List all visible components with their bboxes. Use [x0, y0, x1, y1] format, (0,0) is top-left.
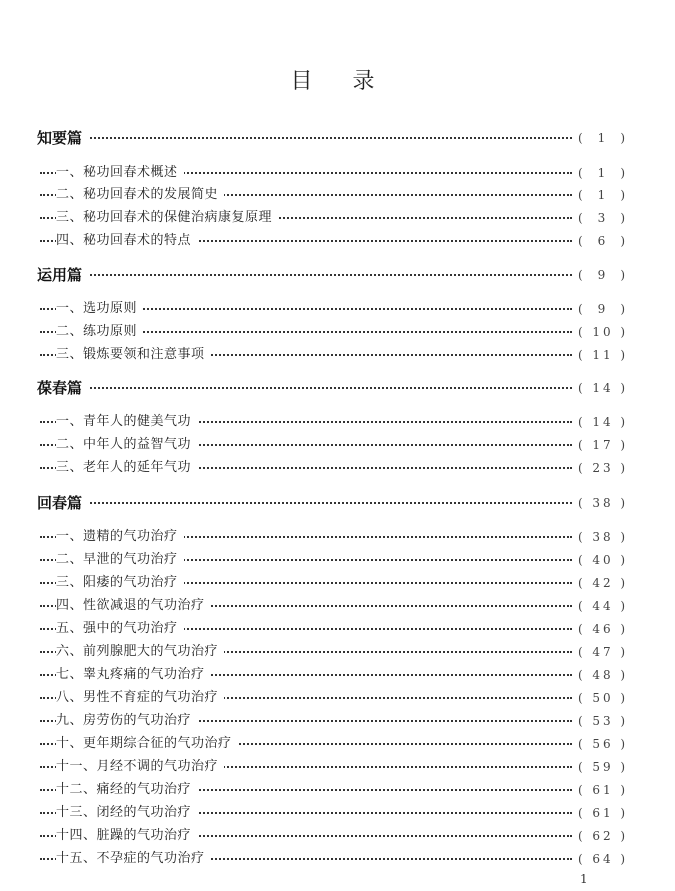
- close-paren: ): [620, 852, 628, 866]
- toc-page-number: [578, 412, 628, 432]
- open-paren: (: [578, 530, 586, 544]
- toc-entry[interactable]: [0, 596, 675, 616]
- dot-leader: [90, 274, 572, 276]
- toc-entry[interactable]: [0, 780, 675, 800]
- toc-entry-title: 五、强中的气功治疗: [56, 619, 184, 639]
- close-paren: ): [620, 806, 628, 820]
- page-number-value: 47: [592, 645, 614, 659]
- toc-page-number: [578, 265, 628, 285]
- close-paren: ): [620, 737, 628, 751]
- toc-page-number: [578, 128, 628, 148]
- page-number-value: 10: [592, 325, 614, 339]
- open-paren: (: [578, 461, 586, 475]
- page-number-value: 44: [592, 599, 614, 613]
- toc-entry[interactable]: [0, 849, 675, 869]
- toc-entry[interactable]: [0, 231, 675, 251]
- page-number-value: 9: [597, 268, 609, 282]
- open-paren: (: [578, 381, 586, 395]
- toc-entry[interactable]: [0, 550, 675, 570]
- close-paren: ): [620, 668, 628, 682]
- close-paren: ): [620, 381, 628, 395]
- open-paren: (: [578, 691, 586, 705]
- toc-page-number: [578, 619, 628, 639]
- toc-entry-title: 八、男性不育症的气功治疗: [56, 688, 224, 708]
- close-paren: ): [620, 530, 628, 544]
- page-number-value: 61: [592, 806, 614, 820]
- open-paren: (: [578, 188, 586, 202]
- toc-page-number: [578, 163, 628, 183]
- close-paren: ): [620, 691, 628, 705]
- toc-entry-title: 三、阳痿的气功治疗: [56, 573, 184, 593]
- toc-page-number: [578, 299, 628, 319]
- page-number-value: 62: [592, 829, 614, 843]
- close-paren: ): [620, 438, 628, 452]
- toc-page-number: [578, 458, 628, 478]
- toc-entry-title: 七、睾丸疼痛的气功治疗: [56, 665, 211, 685]
- toc-page-number: [578, 826, 628, 846]
- close-paren: ): [620, 496, 628, 510]
- toc-page-number: [578, 688, 628, 708]
- toc-entry[interactable]: [0, 435, 675, 455]
- toc-entry[interactable]: [0, 527, 675, 547]
- toc-page-number: [578, 378, 628, 398]
- open-paren: (: [578, 302, 586, 316]
- toc-entry[interactable]: [0, 322, 675, 342]
- toc-entry[interactable]: [0, 826, 675, 846]
- toc-page-number: [578, 849, 628, 869]
- toc-entry-title: 二、中年人的益智气功: [56, 435, 197, 455]
- close-paren: ): [620, 645, 628, 659]
- toc-entry-title: 四、性欲减退的气功治疗: [56, 596, 211, 616]
- close-paren: ): [620, 188, 628, 202]
- open-paren: (: [578, 415, 586, 429]
- close-paren: ): [620, 131, 628, 145]
- open-paren: (: [578, 234, 586, 248]
- toc-entry-title: 二、秘功回春术的发展简史: [56, 185, 224, 205]
- toc-entry-title: 三、老年人的延年气功: [56, 458, 197, 478]
- toc-entry-title: 一、青年人的健美气功: [56, 412, 197, 432]
- toc-entry[interactable]: [0, 185, 675, 205]
- open-paren: (: [578, 268, 586, 282]
- toc-page-number: [578, 435, 628, 455]
- toc-page-number: [578, 711, 628, 731]
- open-paren: (: [578, 166, 586, 180]
- page-number-value: 42: [592, 576, 614, 590]
- close-paren: ): [620, 553, 628, 567]
- close-paren: ): [620, 760, 628, 774]
- toc-page-number: [578, 757, 628, 777]
- toc-page-number: [578, 550, 628, 570]
- open-paren: (: [578, 348, 586, 362]
- open-paren: (: [578, 783, 586, 797]
- open-paren: (: [578, 438, 586, 452]
- toc-entry[interactable]: [0, 208, 675, 228]
- toc-entry[interactable]: [0, 573, 675, 593]
- toc-entry-title: 十五、不孕症的气功治疗: [56, 849, 211, 869]
- toc-entry-title: 十二、痛经的气功治疗: [56, 780, 197, 800]
- close-paren: ): [620, 783, 628, 797]
- close-paren: ): [620, 714, 628, 728]
- toc-page-number: [578, 665, 628, 685]
- toc-entry-title: 三、锻炼要领和注意事项: [56, 345, 211, 365]
- close-paren: ): [620, 576, 628, 590]
- toc-entry[interactable]: [0, 458, 675, 478]
- toc-entry[interactable]: [0, 163, 675, 183]
- close-paren: ): [620, 348, 628, 362]
- toc-entry[interactable]: [0, 711, 675, 731]
- page-number-value: 1: [597, 131, 609, 145]
- open-paren: (: [578, 553, 586, 567]
- page-number-value: 9: [597, 302, 609, 316]
- toc-page-number: [578, 803, 628, 823]
- open-paren: (: [578, 829, 586, 843]
- toc-entry[interactable]: [0, 688, 675, 708]
- toc-page-number: [578, 573, 628, 593]
- page-number-value: 56: [592, 737, 614, 751]
- page-number-value: 50: [592, 691, 614, 705]
- toc-page-number: [578, 596, 628, 616]
- toc-section-heading[interactable]: [0, 378, 675, 398]
- toc-entry-title: 二、早泄的气功治疗: [56, 550, 184, 570]
- dot-leader: [90, 502, 572, 504]
- open-paren: (: [578, 714, 586, 728]
- toc-entry[interactable]: [0, 345, 675, 365]
- toc-entry[interactable]: [0, 642, 675, 662]
- toc-entry-title: 六、前列腺肥大的气功治疗: [56, 642, 224, 662]
- open-paren: (: [578, 760, 586, 774]
- page-number-value: 40: [592, 553, 614, 567]
- open-paren: (: [578, 496, 586, 510]
- toc-page-number: [578, 642, 628, 662]
- open-paren: (: [578, 622, 586, 636]
- toc-entry-title: 四、秘功回春术的特点: [56, 231, 197, 251]
- page-number-value: 6: [597, 234, 609, 248]
- toc-entry-title: 回春篇: [37, 494, 83, 512]
- close-paren: ): [620, 622, 628, 636]
- toc-entry[interactable]: [0, 803, 675, 823]
- close-paren: ): [620, 325, 628, 339]
- close-paren: ): [620, 415, 628, 429]
- page-number-value: 1: [597, 188, 609, 202]
- page-number-value: 11: [592, 348, 614, 362]
- toc-entry[interactable]: [0, 619, 675, 639]
- toc-entry-title: 十、更年期综合征的气功治疗: [56, 734, 238, 754]
- toc-page-number: [578, 208, 628, 228]
- toc-entry-title: 知要篇: [37, 129, 83, 147]
- toc-entry-title: 一、秘功回春术概述: [56, 163, 184, 183]
- close-paren: ): [620, 302, 628, 316]
- toc-entry-title: 葆春篇: [37, 379, 83, 397]
- page-number-value: 59: [592, 760, 614, 774]
- close-paren: ): [620, 268, 628, 282]
- toc-entry-title: 十一、月经不调的气功治疗: [56, 757, 224, 777]
- toc-entry-title: 三、秘功回春术的保健治病康复原理: [56, 208, 278, 228]
- page-number-value: 1: [597, 166, 609, 180]
- toc-section-heading[interactable]: [0, 128, 675, 148]
- page-title: 目录: [290, 69, 415, 94]
- open-paren: (: [578, 131, 586, 145]
- close-paren: ): [620, 211, 628, 225]
- page-number-value: 53: [592, 714, 614, 728]
- toc-page-number: [578, 734, 628, 754]
- open-paren: (: [578, 852, 586, 866]
- page-number-value: 46: [592, 622, 614, 636]
- toc-entry-title: 一、选功原则: [56, 299, 143, 319]
- toc-entry-title: 十三、闭经的气功治疗: [56, 803, 197, 823]
- toc-page-number: [578, 231, 628, 251]
- open-paren: (: [578, 806, 586, 820]
- toc-page-number: [578, 185, 628, 205]
- page-number-value: 64: [592, 852, 614, 866]
- page-number-value: 38: [592, 496, 614, 510]
- page-number-value: 3: [597, 211, 609, 225]
- open-paren: (: [578, 576, 586, 590]
- close-paren: ): [620, 166, 628, 180]
- close-paren: ): [620, 599, 628, 613]
- toc-entry-title: 运用篇: [37, 266, 83, 284]
- toc-entry[interactable]: [0, 757, 675, 777]
- toc-section-heading[interactable]: [0, 493, 675, 513]
- page-number-value: 61: [592, 783, 614, 797]
- open-paren: (: [578, 645, 586, 659]
- toc-entry-title: 十四、脏躁的气功治疗: [56, 826, 197, 846]
- toc-entry-title: 一、遗精的气功治疗: [56, 527, 184, 547]
- page-number-value: 48: [592, 668, 614, 682]
- open-paren: (: [578, 325, 586, 339]
- toc-page-number: [578, 345, 628, 365]
- page-number-value: 17: [592, 438, 614, 452]
- open-paren: (: [578, 668, 586, 682]
- close-paren: ): [620, 234, 628, 248]
- page-number-value: 23: [592, 461, 614, 475]
- page-number-value: 14: [592, 381, 614, 395]
- toc-page-number: [578, 493, 628, 513]
- toc-entry[interactable]: [0, 734, 675, 754]
- open-paren: (: [578, 211, 586, 225]
- open-paren: (: [578, 737, 586, 751]
- close-paren: ): [620, 461, 628, 475]
- footer-page-number: 1: [580, 872, 588, 886]
- close-paren: ): [620, 829, 628, 843]
- toc-entry-title: 二、练功原则: [56, 322, 143, 342]
- dot-leader: [90, 137, 572, 139]
- toc-entry-title: 九、房劳伤的气功治疗: [56, 711, 197, 731]
- toc-entry[interactable]: [0, 412, 675, 432]
- toc-entry[interactable]: [0, 665, 675, 685]
- page-number-value: 14: [592, 415, 614, 429]
- dot-leader: [90, 387, 572, 389]
- toc-page-number: [578, 527, 628, 547]
- page-number-value: 38: [592, 530, 614, 544]
- toc-page-number: [578, 780, 628, 800]
- open-paren: (: [578, 599, 586, 613]
- toc-section-heading[interactable]: [0, 265, 675, 285]
- toc-entry[interactable]: [0, 299, 675, 319]
- toc-page-number: [578, 322, 628, 342]
